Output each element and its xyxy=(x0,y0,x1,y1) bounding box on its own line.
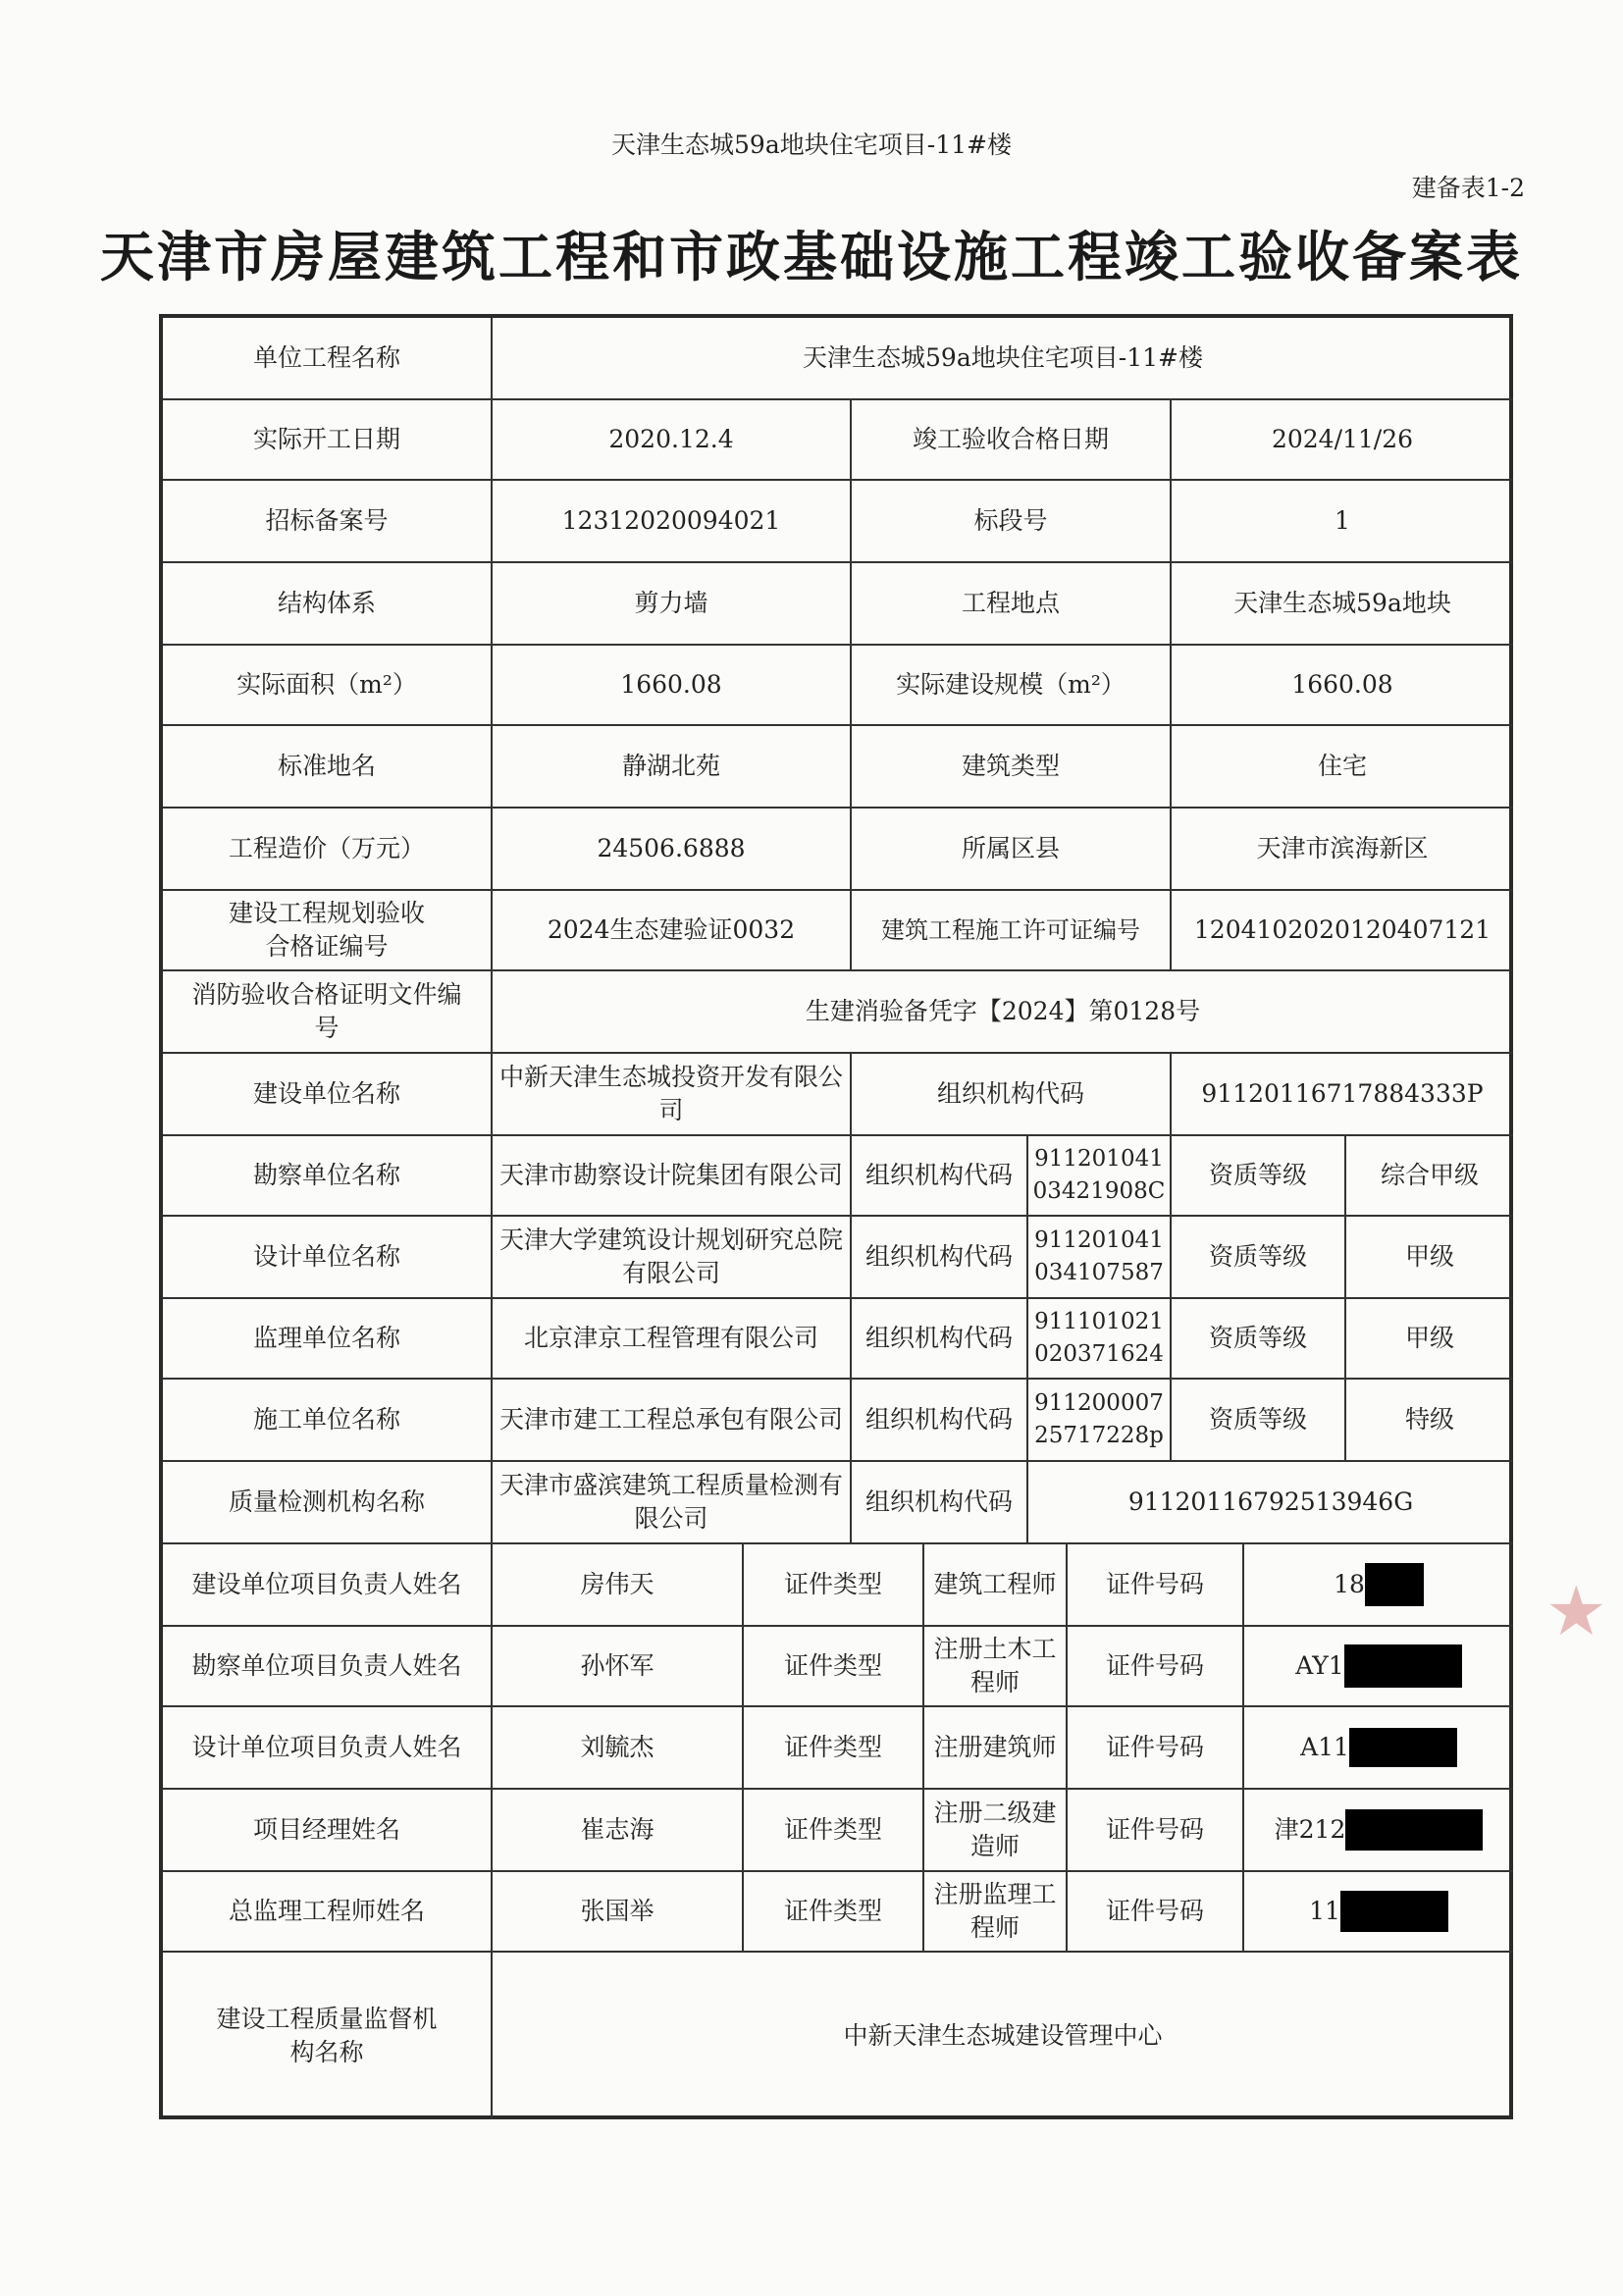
value-design-leader-name: 刘毓杰 xyxy=(493,1707,744,1790)
value-survey: 天津市勘察设计院集团有限公司 xyxy=(493,1136,852,1217)
value-testing: 天津市盛滨建筑工程质量检测有限公司 xyxy=(493,1462,852,1544)
label-project-manager-cert-no: 证件号码 xyxy=(1068,1790,1244,1872)
redaction-block xyxy=(1365,1563,1424,1606)
label-project-manager: 项目经理姓名 xyxy=(163,1790,493,1872)
cert-no-prefix: 18 xyxy=(1334,1570,1365,1599)
record-table xyxy=(159,314,1513,2119)
seal-star-icon: ★ xyxy=(1545,1571,1607,1651)
value-building-type: 住宅 xyxy=(1172,726,1513,809)
label-district: 所属区县 xyxy=(852,809,1172,891)
value-construction-org-code: 91120000725717228p xyxy=(1028,1380,1172,1462)
value-builder-org-code: 91120116717884333P xyxy=(1172,1054,1513,1136)
value-builder-leader-name: 房伟天 xyxy=(493,1544,744,1627)
label-quality-supervisor xyxy=(163,1953,493,2119)
label-testing: 质量检测机构名称 xyxy=(163,1462,493,1544)
label-structure: 结构体系 xyxy=(163,563,493,646)
value-location: 天津生态城59a地块 xyxy=(1172,563,1513,646)
value-project-manager-name: 崔志海 xyxy=(493,1790,744,1872)
value-start-date: 2020.12.4 xyxy=(493,400,852,481)
label-unit-project-name: 单位工程名称 xyxy=(163,318,493,400)
label-project-manager-cert-type: 证件类型 xyxy=(744,1790,924,1872)
label-supervision-grade: 资质等级 xyxy=(1172,1299,1346,1380)
value-survey-leader-name: 孙怀军 xyxy=(493,1627,744,1707)
label-builder-leader-cert-type: 证件类型 xyxy=(744,1544,924,1627)
label-construction: 施工单位名称 xyxy=(163,1380,493,1462)
label-design-grade: 资质等级 xyxy=(1172,1217,1346,1299)
label-construction-org-code: 组织机构代码 xyxy=(852,1380,1028,1462)
value-district: 天津市滨海新区 xyxy=(1172,809,1513,891)
value-planning-cert: 2024生态建验证0032 xyxy=(493,891,852,971)
cert-no-prefix: AY1 xyxy=(1295,1651,1344,1681)
label-planning-cert-text: 建设工程规划验收合格证编号 xyxy=(228,899,425,961)
project-header-title: 天津生态城59a地块住宅项目-11#楼 xyxy=(611,130,1012,159)
label-design-org-code: 组织机构代码 xyxy=(852,1217,1028,1299)
redaction-block xyxy=(1349,1728,1457,1767)
label-supervision-org-code: 组织机构代码 xyxy=(852,1299,1028,1380)
redaction-block xyxy=(1344,1644,1462,1688)
value-std-name: 静湖北苑 xyxy=(493,726,852,809)
label-builder-org-code: 组织机构代码 xyxy=(852,1054,1172,1136)
value-project-manager-cert-no xyxy=(1244,1790,1513,1872)
value-survey-leader-cert-type: 注册土木工程师 xyxy=(924,1627,1068,1707)
label-chief-supervisor-cert-type: 证件类型 xyxy=(744,1872,924,1953)
value-unit-project-name: 天津生态城59a地块住宅项目-11#楼 xyxy=(493,318,1513,400)
label-builder: 建设单位名称 xyxy=(163,1054,493,1136)
label-design-leader-cert-type: 证件类型 xyxy=(744,1707,924,1790)
label-std-name: 标准地名 xyxy=(163,726,493,809)
redaction-block xyxy=(1340,1891,1448,1932)
value-survey-org-code: 91120104103421908C xyxy=(1028,1136,1172,1217)
label-fire-cert-text: 消防验收合格证明文件编号 xyxy=(191,980,462,1042)
label-permit-no: 建筑工程施工许可证编号 xyxy=(852,891,1172,971)
label-supervision: 监理单位名称 xyxy=(163,1299,493,1380)
value-construction-grade: 特级 xyxy=(1346,1380,1513,1462)
value-survey-leader-cert-no xyxy=(1244,1627,1513,1707)
value-completion-date: 2024/11/26 xyxy=(1172,400,1513,481)
label-construction-grade: 资质等级 xyxy=(1172,1380,1346,1462)
label-survey-leader-cert-type: 证件类型 xyxy=(744,1627,924,1707)
label-start-date: 实际开工日期 xyxy=(163,400,493,481)
value-builder-leader-cert-no xyxy=(1244,1544,1513,1627)
value-chief-supervisor-cert-type: 注册监理工程师 xyxy=(924,1872,1068,1953)
value-section-no: 1 xyxy=(1172,481,1513,563)
label-survey-org-code: 组织机构代码 xyxy=(852,1136,1028,1217)
value-design-leader-cert-no xyxy=(1244,1707,1513,1790)
value-design-grade: 甲级 xyxy=(1346,1217,1513,1299)
label-completion-date: 竣工验收合格日期 xyxy=(852,400,1172,481)
value-bid-no: 12312020094021 xyxy=(493,481,852,563)
value-supervision-grade: 甲级 xyxy=(1346,1299,1513,1380)
value-quality-supervisor: 中新天津生态城建设管理中心 xyxy=(843,2021,1163,2051)
value-survey-grade: 综合甲级 xyxy=(1346,1136,1513,1217)
label-survey-leader: 勘察单位项目负责人姓名 xyxy=(163,1627,493,1707)
label-area: 实际面积（m²） xyxy=(163,646,493,726)
value-design: 天津大学建筑设计规划研究总院有限公司 xyxy=(493,1217,852,1299)
label-design-leader: 设计单位项目负责人姓名 xyxy=(163,1707,493,1790)
value-scale: 1660.08 xyxy=(1172,646,1513,726)
label-scale: 实际建设规模（m²） xyxy=(852,646,1172,726)
value-fire-cert: 生建消验备凭字【2024】第0128号 xyxy=(493,971,1513,1054)
label-quality-supervisor-text: 建设工程质量监督机构名称 xyxy=(216,2005,438,2066)
label-survey-leader-cert-no: 证件号码 xyxy=(1068,1627,1244,1707)
value-permit-no: 120410202012040712​1 xyxy=(1172,891,1513,971)
label-design: 设计单位名称 xyxy=(163,1217,493,1299)
value-supervision-org-code: 911101021020371624 xyxy=(1028,1299,1172,1380)
value-construction: 天津市建工工程总承包有限公司 xyxy=(493,1380,852,1462)
label-bid-no: 招标备案号 xyxy=(163,481,493,563)
label-section-no: 标段号 xyxy=(852,481,1172,563)
label-survey: 勘察单位名称 xyxy=(163,1136,493,1217)
label-chief-supervisor: 总监理工程师姓名 xyxy=(163,1872,493,1953)
value-chief-supervisor-name: 张国举 xyxy=(493,1872,744,1953)
label-fire-cert xyxy=(163,971,493,1054)
label-testing-org-code: 组织机构代码 xyxy=(852,1462,1028,1544)
value-testing-org-code: 91120116792513946G xyxy=(1028,1462,1513,1544)
value-design-leader-cert-type: 注册建筑师 xyxy=(924,1707,1068,1790)
value-structure: 剪力墙 xyxy=(493,563,852,646)
value-project-manager-cert-type: 注册二级建造师 xyxy=(924,1790,1068,1872)
label-design-leader-cert-no: 证件号码 xyxy=(1068,1707,1244,1790)
cert-no-prefix: A11 xyxy=(1300,1733,1349,1762)
value-chief-supervisor-cert-no xyxy=(1244,1872,1513,1953)
value-cost: 24506.6888 xyxy=(493,809,852,891)
label-cost: 工程造价（万元） xyxy=(163,809,493,891)
label-survey-grade: 资质等级 xyxy=(1172,1136,1346,1217)
official-seal-stamp xyxy=(1545,1570,1623,1864)
value-builder: 中新天津生态城投资开发有限公司 xyxy=(493,1054,852,1136)
value-design-org-code: 911201041034107587 xyxy=(1028,1217,1172,1299)
label-chief-supervisor-cert-no: 证件号码 xyxy=(1068,1872,1244,1953)
page-title: 天津市房屋建筑工程和市政基础设施工程竣工验收备案表 xyxy=(99,226,1523,288)
value-builder-leader-cert-type: 建筑工程师 xyxy=(924,1544,1068,1627)
label-location: 工程地点 xyxy=(852,563,1172,646)
redaction-block xyxy=(1345,1809,1483,1851)
label-builder-leader-cert-no: 证件号码 xyxy=(1068,1544,1244,1627)
cert-no-prefix: 津212 xyxy=(1274,1815,1346,1845)
label-builder-leader: 建设单位项目负责人姓名 xyxy=(163,1544,493,1627)
form-number: 建备表1-2 xyxy=(1411,174,1525,202)
cert-no-prefix: 11 xyxy=(1309,1897,1340,1926)
value-area: 1660.08 xyxy=(493,646,852,726)
label-building-type: 建筑类型 xyxy=(852,726,1172,809)
label-planning-cert xyxy=(163,891,493,971)
value-supervision: 北京津京工程管理有限公司 xyxy=(493,1299,852,1380)
